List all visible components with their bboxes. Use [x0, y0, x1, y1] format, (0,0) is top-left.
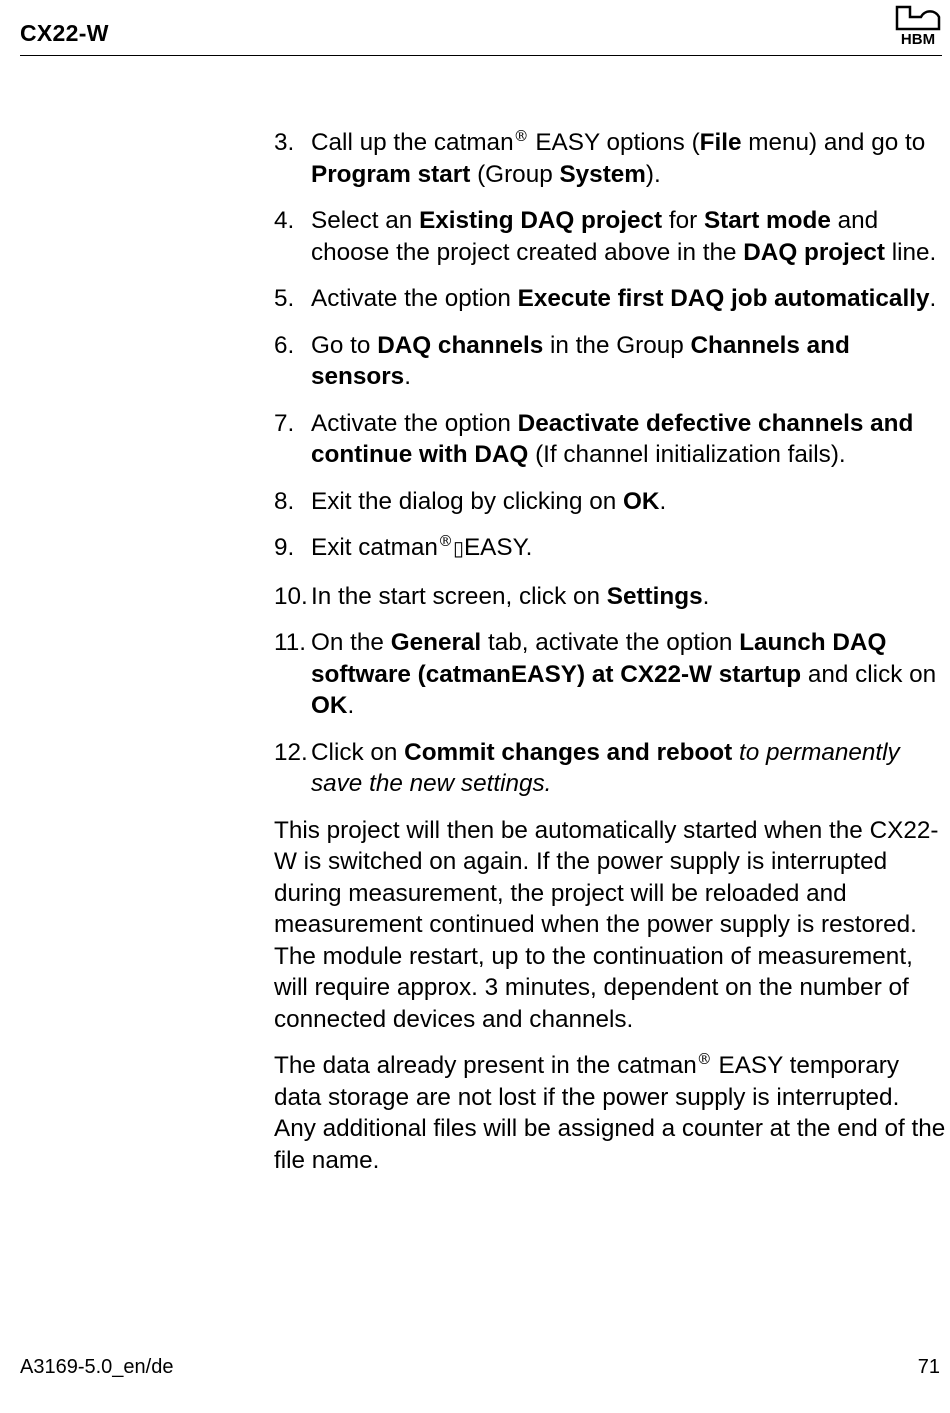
text-run: in the Group: [543, 331, 691, 359]
text-run: Activate the option: [311, 409, 518, 437]
step-number: 11.: [274, 629, 306, 656]
body-paragraph: [274, 1050, 946, 1176]
step-text: [311, 629, 936, 719]
text-run: ).: [645, 160, 661, 188]
step-item: [274, 127, 946, 190]
step-text: [311, 583, 709, 610]
bold-term: General: [390, 629, 482, 656]
step-number: 8.: [274, 487, 295, 515]
text-run: menu) and go to: [741, 129, 926, 156]
text-run: EASY.: [463, 534, 533, 561]
bold-term: Existing DAQ project: [419, 207, 663, 234]
step-item: [274, 532, 946, 566]
hbm-logo: [893, 3, 943, 47]
bold-term: Settings: [606, 582, 703, 610]
text-run: Select an: [311, 207, 420, 234]
header-divider: [20, 55, 942, 56]
step-text: [311, 488, 666, 515]
text-run: .: [702, 582, 710, 610]
text-run: The data already present in the catman: [274, 1052, 697, 1079]
logo-text: HBM: [900, 31, 936, 47]
registered-mark: ®: [696, 1050, 712, 1068]
bold-term: OK: [622, 487, 660, 515]
step-number: 4.: [274, 207, 295, 234]
text-run: Exit the dialog by clicking on: [311, 487, 623, 515]
bold-term: File: [699, 129, 742, 156]
text-run: (Group: [470, 160, 560, 188]
step-item: [274, 408, 946, 471]
step-text: [311, 739, 900, 798]
body-paragraph: [274, 815, 946, 1036]
text-run: (If channel initialization fails).: [528, 441, 846, 468]
text-run: Call up the catman: [311, 129, 514, 156]
bold-term: Program start: [311, 160, 471, 188]
bold-term: DAQ project: [743, 238, 885, 266]
bold-term: Start mode: [703, 207, 831, 234]
text-run: for: [662, 207, 704, 234]
step-item: [274, 737, 946, 800]
text-run: This project will then be automatically started when the CX22-W is switched on again. If the power supply is interrupted during measurement, the project will be reloaded and measurement continued when the power supply is restored. The module restart, up to the continuation of measurement, will require approx. 3 minutes, dependent on the number of connected devices and channels.: [274, 816, 939, 1033]
step-item: [274, 330, 946, 393]
main-content: [274, 127, 946, 1191]
text-run: Activate the option: [311, 285, 518, 312]
text-run: Go to: [311, 331, 378, 359]
text-run: and choose the project created above in the: [311, 207, 879, 266]
body-paragraphs: [274, 815, 946, 1177]
text-run: In the start screen, click on: [311, 582, 607, 610]
text-run: Click on: [311, 738, 405, 766]
step-item: [274, 627, 946, 722]
document-title: CX22-W: [20, 20, 109, 46]
step-number: 6.: [274, 331, 295, 359]
text-run: .: [347, 692, 355, 719]
step-number: 3.: [274, 129, 295, 156]
bold-term: Channels and sensors: [311, 331, 850, 390]
italic-text: to permanently save the new settings.: [311, 738, 900, 797]
missing-glyph: ▯: [452, 538, 464, 560]
step-item: [274, 205, 946, 268]
text-run: line.: [884, 238, 937, 266]
text-run: Exit catman: [311, 534, 438, 561]
step-text: [311, 129, 925, 188]
text-run: EASY options (: [528, 129, 700, 156]
bold-term: Execute first DAQ job automatically: [517, 285, 930, 312]
step-text: [311, 285, 936, 312]
bold-term: Launch DAQ software (catmanEASY) at CX22-W startup: [311, 629, 887, 688]
step-text: [311, 534, 532, 561]
instruction-steps: [274, 127, 946, 800]
step-text: [311, 207, 936, 266]
step-number: 7.: [274, 409, 295, 437]
step-number: 9.: [274, 534, 295, 561]
registered-mark: ®: [437, 532, 453, 550]
step-item: [274, 283, 946, 315]
bold-term: System: [559, 160, 646, 188]
document-id: A3169-5.0_en/de: [20, 1356, 174, 1378]
text-run: tab, activate the option: [481, 629, 740, 656]
text-run: On the: [311, 629, 391, 656]
step-number: 5.: [274, 285, 295, 312]
text-run: .: [404, 363, 411, 390]
text-run: .: [929, 285, 937, 312]
step-number: 12.: [274, 738, 308, 766]
step-text: [311, 332, 850, 391]
bold-term: Commit changes and reboot: [404, 738, 733, 766]
text-run: and click on: [801, 660, 937, 688]
step-text: [311, 410, 913, 469]
step-item: [274, 486, 946, 518]
registered-mark: ®: [513, 127, 529, 145]
step-number: 10.: [274, 582, 308, 610]
text-run: .: [659, 487, 667, 515]
bold-term: Deactivate defective channels and continue with DAQ: [311, 409, 914, 468]
step-item: [274, 581, 946, 613]
bold-term: OK: [311, 692, 348, 719]
text-run: EASY temporary data storage are not lost if the power supply is interrupted. Any additional files will be assigned a counter at the end of the file name.: [274, 1052, 946, 1174]
bold-term: DAQ channels: [377, 331, 544, 359]
page-number: 71: [917, 1356, 940, 1378]
